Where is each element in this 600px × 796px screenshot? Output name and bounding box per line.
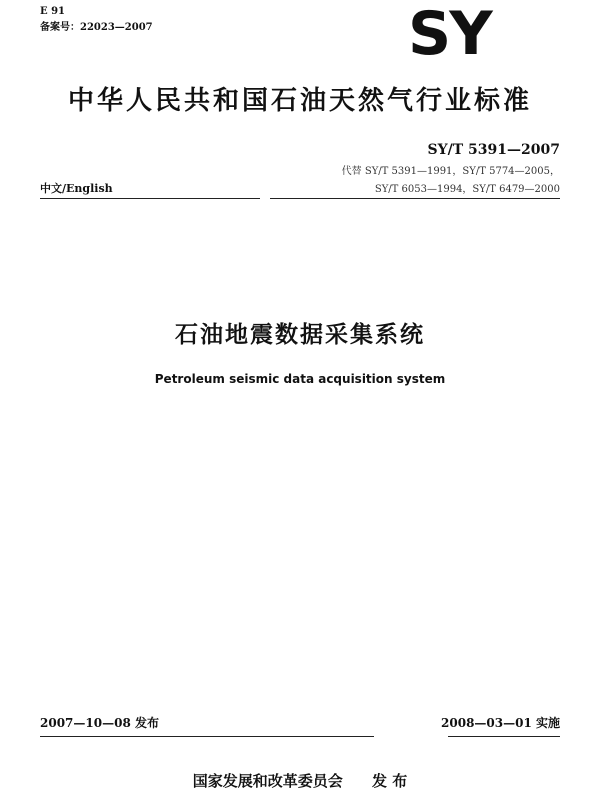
- sy-logo: SY: [408, 0, 491, 69]
- document-title-english: Petroleum seismic data acquisition system: [154, 372, 446, 386]
- standard-code: SY/T 5391—2007: [427, 142, 560, 158]
- issuer-name: 国家发展和改革委员会: [192, 772, 343, 790]
- replaces-line-2: SY/T 6053—1994，SY/T 6479—2000: [374, 184, 560, 195]
- replaces-line-1: 代替 SY/T 5391—1991，SY/T 5774—2005，: [341, 166, 560, 177]
- document-title-chinese: 石油地震数据采集系统: [175, 322, 425, 348]
- issuer-line: [0, 770, 600, 791]
- implement-date: 2008—03—01 实施: [441, 716, 560, 730]
- organization-title: 中华人民共和国石油天然气行业标准: [67, 86, 532, 116]
- language-label: 中文/English: [40, 182, 113, 195]
- publish-date: 2007—10—08 发布: [40, 716, 159, 730]
- record-number: 备案号：22023—2007: [40, 22, 153, 33]
- header-rule-right: [270, 198, 560, 199]
- footer-rule-left: [40, 736, 374, 737]
- classification-code: E 91: [40, 6, 66, 17]
- header-rule-left: [40, 198, 260, 199]
- issuer-action: 发 布: [372, 772, 408, 790]
- footer-rule-right: [448, 736, 560, 737]
